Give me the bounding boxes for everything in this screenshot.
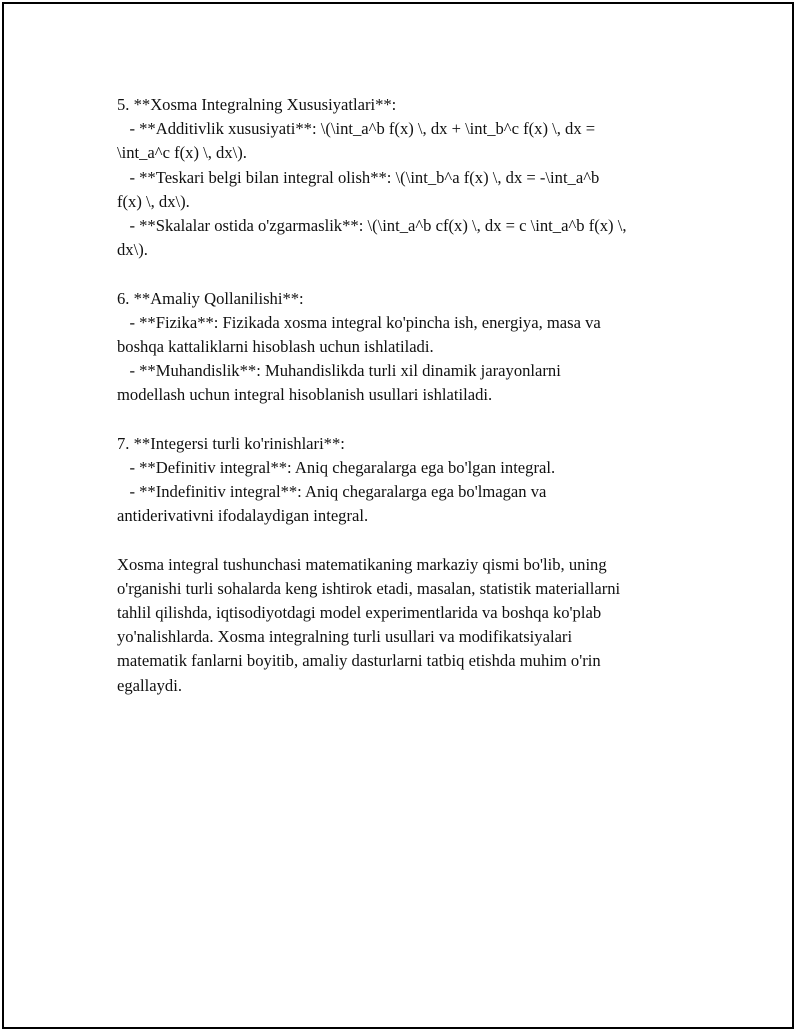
- text-line: yo'nalishlarda. Xosma integralning turli usullari va modifikatsiyalari: [117, 627, 573, 647]
- text-line: Xosma integral tushunchasi matematikaning markaziy qismi bo'lib, uning: [117, 554, 607, 574]
- text-line: antiderivativni ifodalaydigan integral.: [117, 506, 369, 526]
- section-heading: 7. **Integersi turli ko'rinishlari**:: [117, 433, 345, 453]
- text-line: - **Fizika**: Fizikada xosma integral ko'pincha ish, energiya, masa va: [117, 312, 601, 332]
- text-line: \int_a^c f(x) \, dx\).: [117, 143, 247, 163]
- section-applications: [117, 287, 687, 408]
- text-line: matematik fanlarni boyitib, amaliy dasturlarni tatbiq etishda muhim o'rin: [117, 651, 601, 671]
- text-line: egallaydi.: [117, 675, 182, 695]
- section-forms: [117, 432, 687, 529]
- document-body: [117, 93, 687, 698]
- text-line: - **Indefinitiv integral**: Aniq chegaralarga ega bo'lmagan va: [117, 482, 547, 501]
- paragraph-gap: [117, 528, 687, 552]
- text-line: modellash uchun integral hisoblanish usullari ishlatiladi.: [117, 385, 493, 405]
- text-line: - **Skalalar ostida o'zgarmaslik**: \(\int_a^b cf(x) \, dx = c \int_a^b f(x) \,: [117, 215, 627, 235]
- text-line: boshqa kattaliklarni hisoblash uchun ishlatiladi.: [117, 336, 434, 356]
- section-heading: 6. **Amaliy Qollanilishi**:: [117, 288, 304, 308]
- text-line: o'rganishi turli sohalarda keng ishtirok etadi, masalan, statistik materiallarni: [117, 578, 621, 598]
- text-line: - **Muhandislik**: Muhandislikda turli xil dinamik jarayonlarni: [117, 361, 561, 381]
- text-line: dx\).: [117, 240, 148, 260]
- text-line: - **Definitiv integral**: Aniq chegaralarga ega bo'lgan integral.: [117, 457, 556, 477]
- text-line: f(x) \, dx\).: [117, 191, 190, 211]
- section-properties: [117, 93, 687, 262]
- paragraph-gap: [117, 407, 687, 431]
- conclusion-paragraph: [117, 553, 687, 698]
- text-line: - **Teskari belgi bilan integral olish**: \(\int_b^a f(x) \, dx = -\int_a^b: [117, 167, 600, 187]
- section-heading: 5. **Xosma Integralning Xususiyatlari**:: [117, 95, 397, 114]
- text-line: tahlil qilishda, iqtisodiyotdagi model experimentlarida va boshqa ko'plab: [117, 602, 602, 622]
- paragraph-gap: [117, 262, 687, 286]
- text-line: - **Additivlik xususiyati**: \(\int_a^b f(x) \, dx + \int_b^c f(x) \, dx =: [117, 119, 596, 139]
